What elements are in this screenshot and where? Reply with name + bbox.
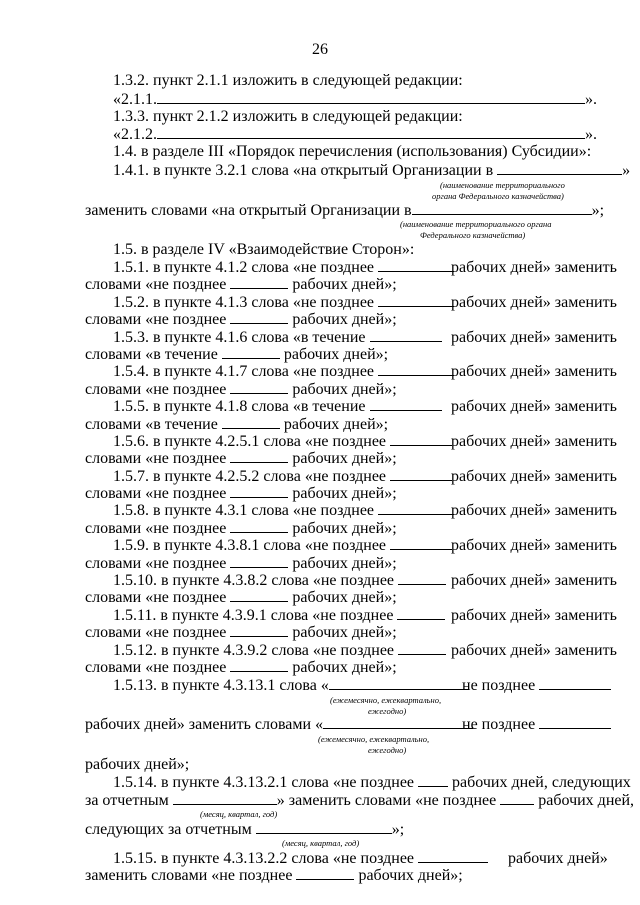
text: не позднее <box>462 677 536 694</box>
text: словами «не позднее <box>85 311 227 328</box>
text: словами «не позднее <box>85 555 227 572</box>
text: 1.5.9. в пункте 4.3.8.1 слова «не позднее <box>113 537 387 554</box>
para-1-5-1-cont <box>85 276 397 294</box>
para-1-5-3-cont <box>85 346 388 364</box>
para-1-5-13-mid <box>462 677 611 695</box>
para-1-5-2 <box>113 294 454 312</box>
blank-field <box>230 520 288 533</box>
text: 1.5.7. в пункте 4.2.5.2 слова «не позднее <box>113 468 387 485</box>
para-1-5-10-tail: рабочих дней» заменить <box>451 572 617 589</box>
text: 1.5.3. в пункте 4.1.6 слова «в течение <box>113 329 366 346</box>
note-treasury-1: (наименование территориального <box>440 180 565 190</box>
para-1-5-11-cont <box>85 624 397 642</box>
para-1-5-1 <box>113 259 454 277</box>
para-1-5-12 <box>113 642 446 660</box>
note-period-2: ежегодно) <box>368 706 407 716</box>
note-period-6: (месяц, квартал, год) <box>282 838 360 848</box>
para-1-5-13-cont <box>85 716 473 734</box>
text: 1.5.14. в пункте 4.3.13.2.1 слова «не позднее <box>113 774 415 791</box>
note-period-3: (ежемесячно, ежеквартально, <box>318 734 430 744</box>
quote-2-1-1: «2.1.1. <box>113 91 157 108</box>
para-1-5-13 <box>113 677 469 695</box>
blank-field <box>230 624 288 637</box>
blank-field <box>230 589 288 602</box>
blank-field <box>539 677 611 690</box>
text: словами «в течение <box>85 416 218 433</box>
text: словами «не позднее <box>85 450 227 467</box>
blank-field <box>296 867 354 880</box>
blank-field <box>397 607 445 620</box>
para-1-3-3: 1.3.3. пункт 2.1.2 изложить в следующей редакции: <box>113 108 463 125</box>
note-treasury-4: Федерального казначейства) <box>420 230 526 240</box>
para-1-5-14 <box>113 774 631 792</box>
blank-field <box>390 468 452 481</box>
blank-field <box>539 716 611 729</box>
para-1-4-1 <box>113 162 630 180</box>
blank-field <box>378 259 454 272</box>
blank-field <box>230 311 288 324</box>
para-1-5-6-tail: рабочих дней» заменить <box>451 433 617 450</box>
para-1-4: 1.4. в разделе III «Порядок перечисления (использования) Субсидии»: <box>113 143 592 160</box>
blank-field <box>230 381 288 394</box>
text: » заменить словами «не позднее <box>276 792 497 809</box>
text: следующих за отчетным <box>85 821 252 838</box>
blank-field <box>230 485 288 498</box>
text: 1.5.15. в пункте 4.3.13.2.2 слова «не позднее <box>113 850 415 867</box>
text: 1.5.12. в пункте 4.3.9.2 слова «не позднее <box>113 642 395 659</box>
text: заменить словами «не позднее <box>85 867 293 884</box>
para-1-5-8-cont <box>85 520 397 538</box>
text: словами «не позднее <box>85 624 227 641</box>
para-1-5-1-tail: рабочих дней» заменить <box>451 259 617 276</box>
note-period-5: (месяц, квартал, год) <box>200 809 278 819</box>
text: словами «не позднее <box>85 381 227 398</box>
para-1-5-9 <box>113 537 452 555</box>
para-1-5: 1.5. в разделе IV «Взаимодействие Сторон»: <box>113 241 415 258</box>
blank-field <box>157 91 585 104</box>
text: рабочих дней»; <box>292 520 397 537</box>
para-1-5-9-tail: рабочих дней» заменить <box>451 537 617 554</box>
para-1-5-12-cont <box>85 659 397 677</box>
text: рабочих дней» заменить словами « <box>85 716 324 733</box>
para-1-5-4 <box>113 363 454 381</box>
blank-field <box>418 850 488 863</box>
text: словами «не позднее <box>85 485 227 502</box>
text: 1.5.6. в пункте 4.2.5.1 слова «не позднее <box>113 433 387 450</box>
quote-2-1-2: «2.1.2. <box>113 126 157 143</box>
page-number: 26 <box>312 41 328 58</box>
text: за отчетным <box>85 792 169 809</box>
text: 1.4.1. в пункте 3.2.1 слова «на открытый Организации в <box>113 162 494 179</box>
text: рабочих дней»; <box>292 659 397 676</box>
text: словами «не позднее <box>85 276 227 293</box>
blank-field <box>323 716 473 729</box>
para-1-5-7-tail: рабочих дней» заменить <box>451 468 617 485</box>
para-1-5-6-cont <box>85 450 397 468</box>
text: рабочих дней»; <box>292 381 397 398</box>
para-1-5-8-tail: рабочих дней» заменить <box>451 502 617 519</box>
para-1-5-2-tail: рабочих дней» заменить <box>451 294 617 311</box>
para-1-5-14-end <box>85 821 404 839</box>
blank-field <box>222 346 280 359</box>
quote-close: ». <box>585 126 597 143</box>
blank-field <box>390 433 452 446</box>
note-period-1: (ежемесячно, ежеквартально, <box>330 695 442 705</box>
blank-field <box>222 416 280 429</box>
para-1-5-4-tail: рабочих дней» заменить <box>451 363 617 380</box>
text: 1.5.1. в пункте 4.1.2 слова «не позднее <box>113 259 375 276</box>
blank-field <box>378 294 454 307</box>
text: рабочих дней»; <box>292 450 397 467</box>
para-1-5-7 <box>113 468 452 486</box>
text: рабочих дней»; <box>358 867 463 884</box>
text: »; <box>391 821 405 838</box>
text: рабочих дней»; <box>292 485 397 502</box>
text: словами «не позднее <box>85 520 227 537</box>
text: словами «не позднее <box>85 589 227 606</box>
para-1-5-9-cont <box>85 555 397 573</box>
para-1-5-8 <box>113 502 454 520</box>
para-1-5-15-cont <box>85 867 463 885</box>
blank-field <box>230 659 288 672</box>
para-1-5-5 <box>113 398 442 416</box>
para-1-5-13-end: рабочих дней»; <box>85 756 190 773</box>
para-1-5-5-cont <box>85 416 388 434</box>
text: рабочих дней»; <box>292 276 397 293</box>
blank-field <box>398 642 446 655</box>
text: не позднее <box>462 716 536 733</box>
para-1-5-5-tail: рабочих дней» заменить <box>451 398 617 415</box>
para-2-1-2-line <box>113 126 597 144</box>
blank-field <box>500 792 534 805</box>
text: 1.5.5. в пункте 4.1.8 слова «в течение <box>113 398 366 415</box>
blank-field <box>497 162 622 175</box>
blank-field <box>378 502 454 515</box>
blank-field <box>230 276 288 289</box>
para-1-5-6 <box>113 433 452 451</box>
para-2-1-1-line <box>113 91 597 109</box>
para-1-5-14-cont <box>85 792 634 810</box>
blank-field <box>370 398 442 411</box>
para-1-5-2-cont <box>85 311 397 329</box>
text: словами «в течение <box>85 346 218 363</box>
para-1-5-15 <box>113 850 488 868</box>
text: »; <box>591 202 605 219</box>
text: 1.5.13. в пункте 4.3.13.1 слова « <box>113 677 329 694</box>
para-replace-treasury <box>85 202 604 220</box>
para-1-5-4-cont <box>85 381 397 399</box>
blank-field <box>398 572 446 585</box>
blank-field <box>157 126 585 139</box>
para-1-5-15-tail: рабочих дней» <box>508 850 608 867</box>
para-1-5-7-cont <box>85 485 397 503</box>
blank-field <box>329 677 469 690</box>
text: 1.5.8. в пункте 4.3.1 слова «не позднее <box>113 502 375 519</box>
text: рабочих дней, следующих <box>452 774 631 791</box>
text: рабочих дней»; <box>292 555 397 572</box>
note-period-4: ежегодно) <box>368 745 407 755</box>
text: рабочих дней»; <box>292 624 397 641</box>
text: рабочих дней»; <box>292 589 397 606</box>
blank-field <box>230 450 288 463</box>
text: 1.5.10. в пункте 4.3.8.2 слова «не позднее <box>113 572 395 589</box>
blank-field <box>418 774 448 787</box>
text: рабочих дней»; <box>283 416 389 433</box>
text: рабочих дней»; <box>283 346 389 363</box>
blank-field <box>412 202 592 215</box>
blank-field <box>390 537 452 550</box>
para-1-3-2: 1.3.2. пункт 2.1.1 изложить в следующей редакции: <box>113 72 463 89</box>
para-1-5-12-tail: рабочих дней» заменить <box>451 642 617 659</box>
blank-field <box>230 555 288 568</box>
para-1-5-3 <box>113 329 442 347</box>
blank-field <box>370 329 442 342</box>
para-1-5-11-tail: рабочих дней» заменить <box>451 607 617 624</box>
blank-field <box>256 821 392 834</box>
para-1-5-11 <box>113 607 445 625</box>
para-1-5-3-tail: рабочих дней» заменить <box>451 329 617 346</box>
para-1-5-10 <box>113 572 446 590</box>
note-treasury-3: (наименование территориального органа <box>400 219 552 229</box>
para-1-5-13-cont-mid <box>462 716 611 734</box>
blank-field <box>378 363 454 376</box>
text: 1.5.2. в пункте 4.1.3 слова «не позднее <box>113 294 375 311</box>
text: рабочих дней»; <box>292 311 397 328</box>
text: рабочих дней, <box>538 792 635 809</box>
quote-close: ». <box>585 91 597 108</box>
note-treasury-2: органа Федерального казначейства) <box>432 191 564 201</box>
blank-field <box>173 792 277 805</box>
text: 1.5.11. в пункте 4.3.9.1 слова «не позднее <box>113 607 394 624</box>
text: » <box>622 162 631 179</box>
text: словами «не позднее <box>85 659 227 676</box>
para-1-5-10-cont <box>85 589 397 607</box>
text: 1.5.4. в пункте 4.1.7 слова «не позднее <box>113 363 375 380</box>
text: заменить словами «на открытый Организации в <box>85 202 412 219</box>
